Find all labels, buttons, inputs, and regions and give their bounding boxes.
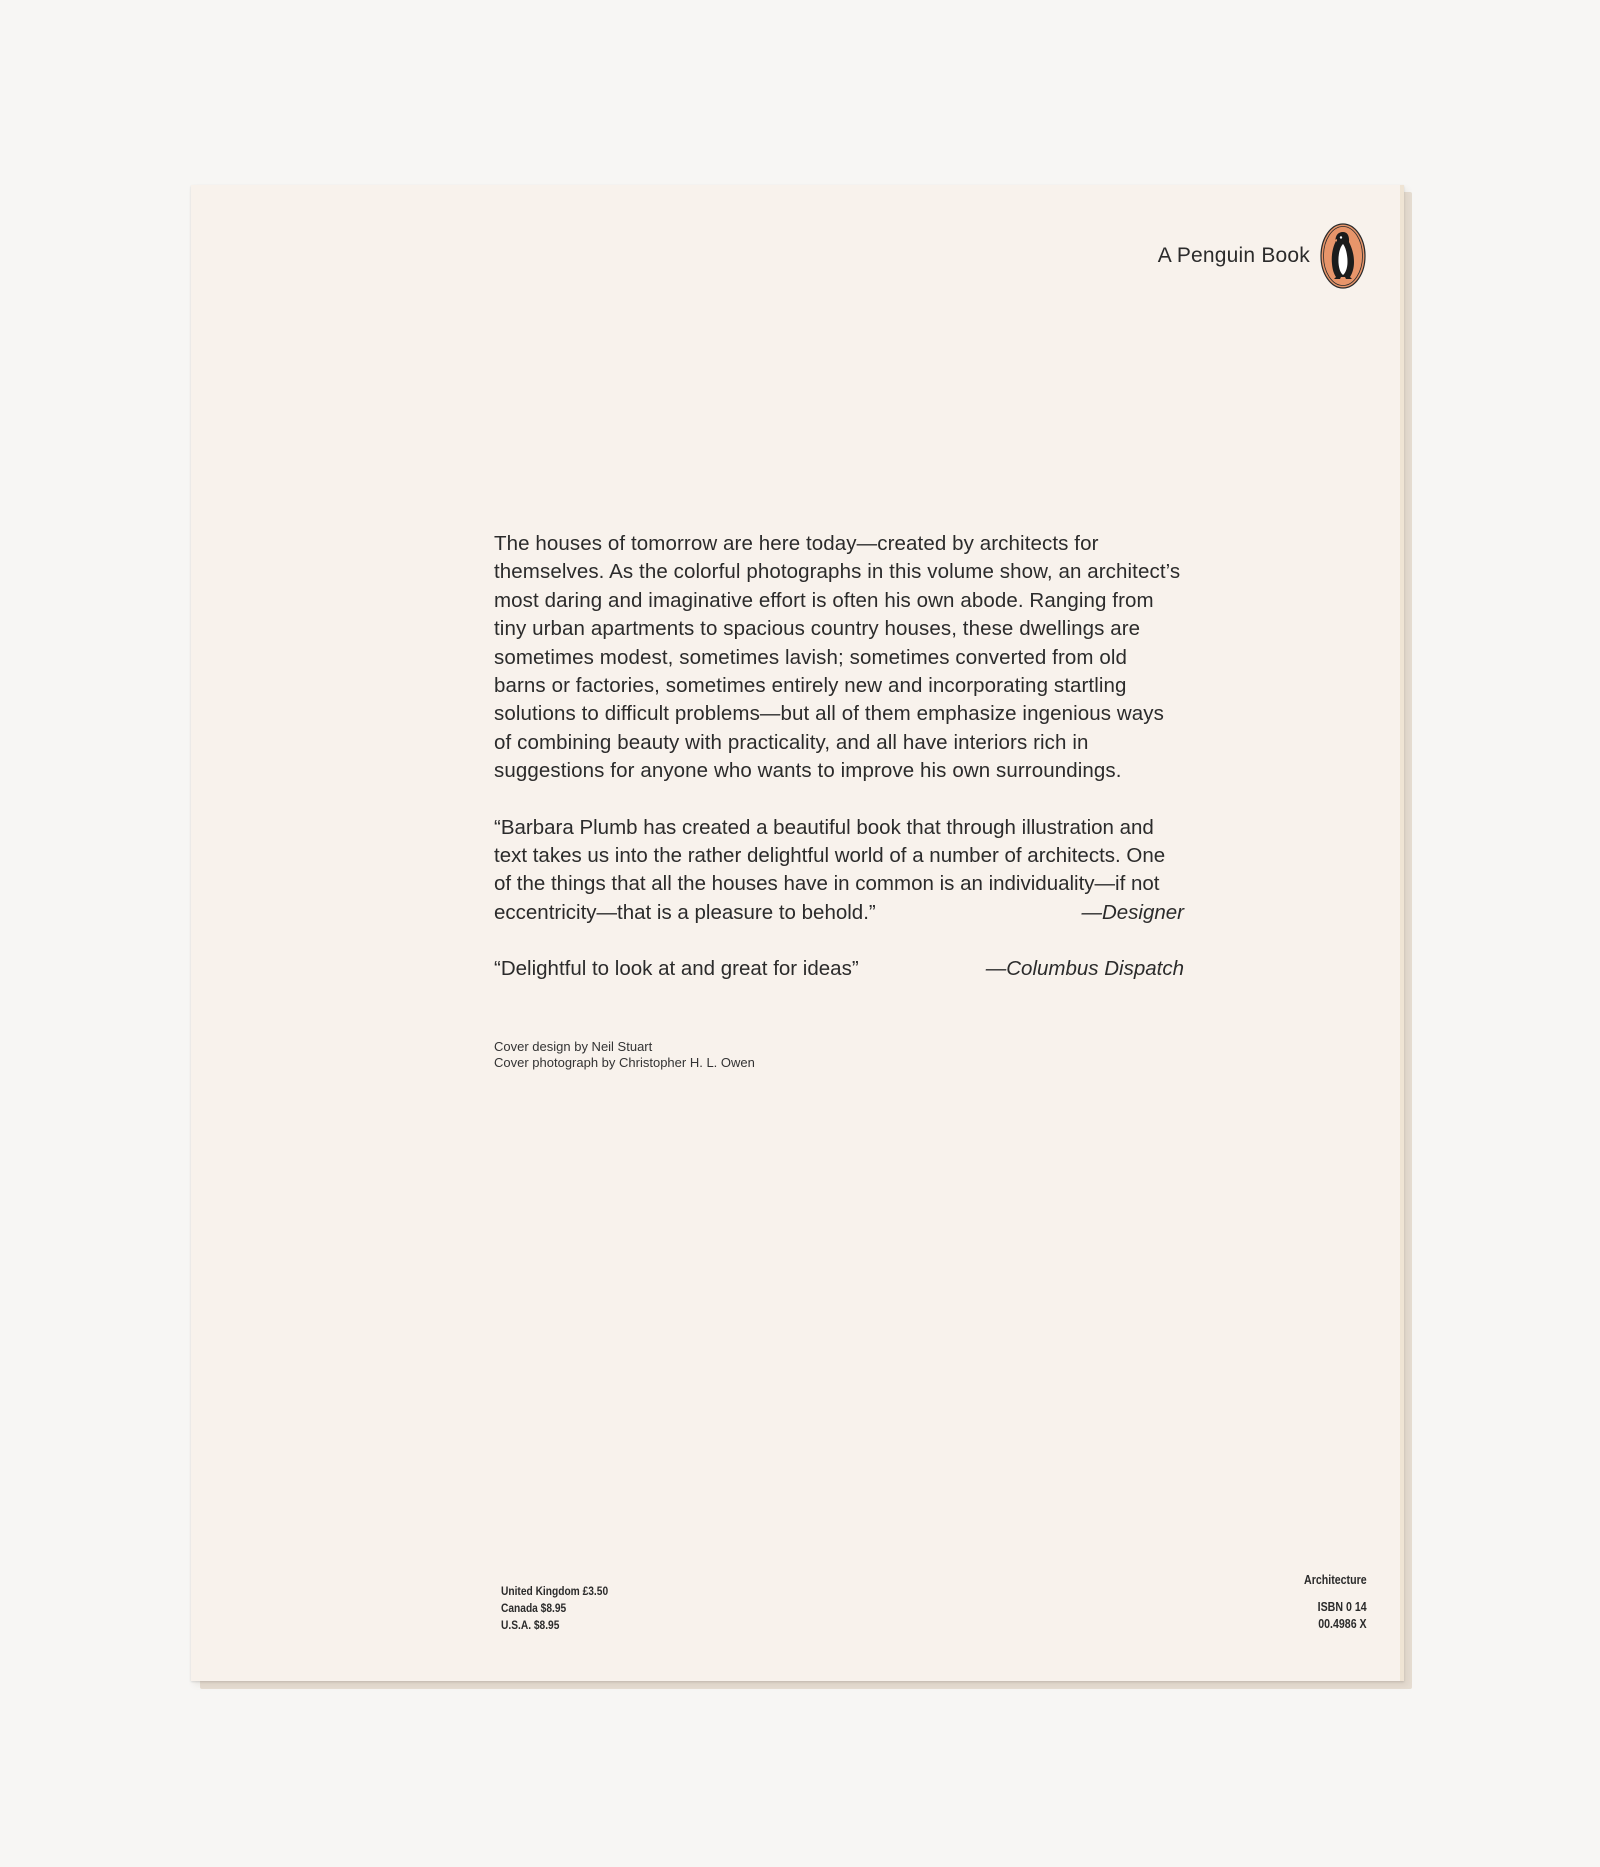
price-usa: U.S.A. $8.95 bbox=[501, 1618, 560, 1632]
blurb-block bbox=[494, 530, 1184, 1071]
review-quote-1: “Barbara Plumb has created a beautiful book that through illustration and text takes us into the rather delightful world of a number of architects. One of the things that all the houses have in common is an individuality—if not eccentricity—that is a pleasure to behold.” bbox=[494, 815, 1166, 924]
penguin-logo-icon bbox=[1320, 223, 1366, 289]
price-uk: United Kingdom £3.50 bbox=[501, 1584, 609, 1598]
review-quote-2: “Delightful to look at and great for ideas” bbox=[494, 957, 859, 981]
blurb-paragraph: The houses of tomorrow are here today—created by architects for themselves. As the colorful photographs in this volume show, an architect’s most daring and imaginative effort is often his own abode. Ranging from tiny urban apartments to spacious country houses, these dwellings are sometimes modest, sometimes lavish; sometimes converted from old barns or factories, sometimes entirely new and incorporating startling solutions to difficult problems—but all of them emphasize ingenious ways of combining beauty with practicality, and all have interiors rich in suggestions for anyone who wants to improve his own surroundings. bbox=[494, 532, 1181, 783]
cover-design-credit: Cover design by Neil Stuart bbox=[494, 1039, 653, 1055]
price-list bbox=[501, 1583, 608, 1634]
publisher-line: A Penguin Book bbox=[1157, 244, 1310, 267]
review-source-1: —Designer bbox=[1081, 901, 1184, 925]
isbn-line-1: ISBN 0 14 bbox=[1317, 1600, 1367, 1614]
cover-credits bbox=[494, 1039, 1184, 1071]
category-isbn-block bbox=[1304, 1572, 1367, 1633]
book-back-cover bbox=[191, 185, 1404, 1681]
publisher-mark bbox=[1158, 223, 1366, 289]
cover-photo-credit: Cover photograph by Christopher H. L. Owen bbox=[494, 1055, 755, 1071]
isbn-line-2: 00.4986 X bbox=[1318, 1617, 1367, 1631]
review-source-2: —Columbus Dispatch bbox=[985, 957, 1184, 981]
price-canada: Canada $8.95 bbox=[501, 1601, 567, 1615]
review-2 bbox=[494, 955, 1184, 983]
category-label: Architecture bbox=[1304, 1573, 1367, 1587]
